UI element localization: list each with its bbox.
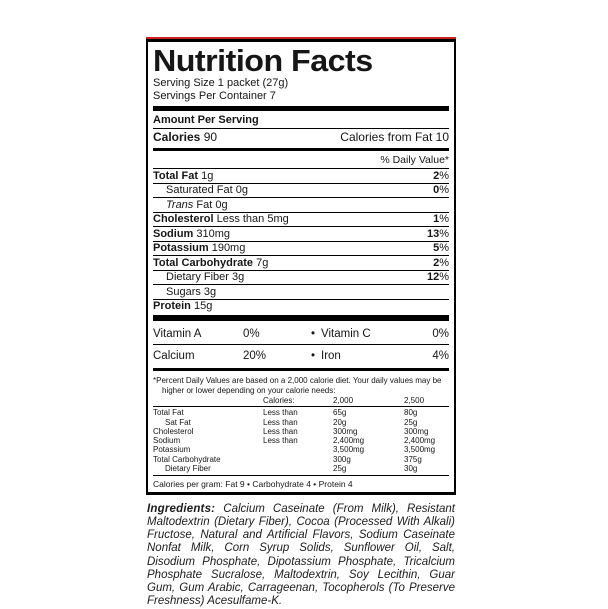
vitamin-a-label: Vitamin A (153, 327, 202, 340)
col-2000-header: 2,000 (333, 396, 354, 405)
amount-per-serving-heading: Amount Per Serving (153, 114, 259, 126)
nutrient-row-cholesterol: Cholesterol Less than 5mg 1% (153, 213, 449, 225)
iron-value: 4% (432, 349, 449, 362)
daily-value: 0% (433, 184, 449, 196)
vitamin-row-calcium-iron (153, 344, 449, 366)
servings-per-container: Servings Per Container 7 (153, 90, 276, 102)
daily-value-header: % Daily Value* (380, 154, 449, 166)
calories-per-gram: Calories per gram: Fat 9 • Carbohydrate 4 • Protein 4 (153, 475, 449, 492)
nutrient-row-potassium: Potassium 190mg 5% (153, 242, 449, 254)
iron-label: Iron (321, 349, 341, 362)
footnote-table (153, 396, 449, 475)
nutrient-row-sugars: Sugars 3g (153, 284, 449, 299)
footnote-table-header (153, 396, 449, 406)
vitamin-c-value: 0% (432, 327, 449, 340)
nutrient-row-saturated-fat: Saturated Fat 0g 0% (153, 183, 449, 198)
vitamin-c-label: Vitamin C (321, 327, 371, 340)
ingredients-paragraph (147, 503, 455, 609)
ingredients-text: Calcium Caseinate (From Milk), Resistant Maltodextrin (Dietary Fiber), Cocoa (Processed With Alkali) Fructose, Natural and Artificial Flavors, Sodium Caseinate Nonfat Milk, Corn Syrup Solids, Sunflower Oil, Salt, Disodium Phosphate, Dipotassium Phosphate, Tricalcium Phosphate Sucralose, Maltodextrin, Soy Lecithin, Guar Gum, Gum Arabic, Carrageenan, Tocopherols (To Preserve Freshness) Acesulfame-K. (147, 502, 455, 608)
calcium-label: Calcium (153, 349, 195, 362)
daily-values-footnote: *Percent Daily Values are based on a 2,000 calorie diet. Your daily values may be higher or lower depending on your calorie needs: (153, 376, 442, 395)
section-divider-bar (153, 106, 449, 111)
footnote-row-potassium: Potassium 3,500mg 3,500mg (153, 445, 436, 455)
vitamin-row-a-c (153, 323, 449, 344)
bullet-separator: • (310, 327, 316, 340)
nutrition-facts-box (146, 39, 456, 495)
section-divider-bar (153, 368, 449, 371)
daily-value: 12% (426, 271, 449, 283)
calories-row (153, 128, 449, 146)
nutrient-row-trans-fat: Trans Fat 0g (153, 197, 449, 212)
daily-value: 1% (433, 213, 449, 225)
nutrient-row-sodium: Sodium 310mg 13% (153, 227, 449, 240)
calories-col-header: Calories: (263, 396, 295, 405)
nutrient-row-total-fat: Total Fat 1g 2% (153, 169, 449, 182)
vitamin-a-value: 0% (243, 327, 260, 340)
col-2500-header: 2,500 (404, 396, 425, 405)
footnote-row-sodium: Sodium Less than 2,400mg 2,400mg (153, 436, 436, 446)
nutrient-row-dietary-fiber: Dietary Fiber 3g 12% (153, 270, 449, 285)
label-title: Nutrition Facts (153, 43, 373, 78)
nutrition-label (146, 37, 456, 609)
serving-size: Serving Size 1 packet (27g) (153, 77, 289, 89)
daily-value: 2% (433, 169, 449, 182)
bullet-separator: • (310, 349, 316, 362)
calcium-value: 20% (243, 349, 267, 362)
daily-value: 13% (426, 227, 449, 240)
nutrient-row-total-carbohydrate: Total Carbohydrate 7g 2% (153, 256, 449, 269)
footnote-row-dietary-fiber: Dietary Fiber 25g 30g (165, 464, 418, 474)
nutrient-row-protein: Protein 15g (153, 299, 449, 314)
section-divider-bar (153, 315, 449, 321)
footnote-row-total-carbohydrate: Total Carbohydrate 300g 375g (153, 454, 422, 464)
daily-value: 2% (433, 256, 449, 269)
ingredients-label: Ingredients: (147, 502, 216, 515)
footnote-row-sat-fat: Sat Fat Less than 20g 25g (165, 417, 418, 427)
section-divider-bar (153, 148, 449, 151)
footnote-table-body (153, 406, 449, 475)
daily-value: 5% (433, 242, 449, 254)
calories-value: Calories 90 (153, 130, 218, 144)
footnote-row-cholesterol: Cholesterol Less than 300mg 300mg (153, 426, 429, 436)
footnote-row-total-fat: Total Fat Less than 65g 80g (153, 408, 418, 418)
calories-from-fat: Calories from Fat 10 (340, 130, 449, 144)
